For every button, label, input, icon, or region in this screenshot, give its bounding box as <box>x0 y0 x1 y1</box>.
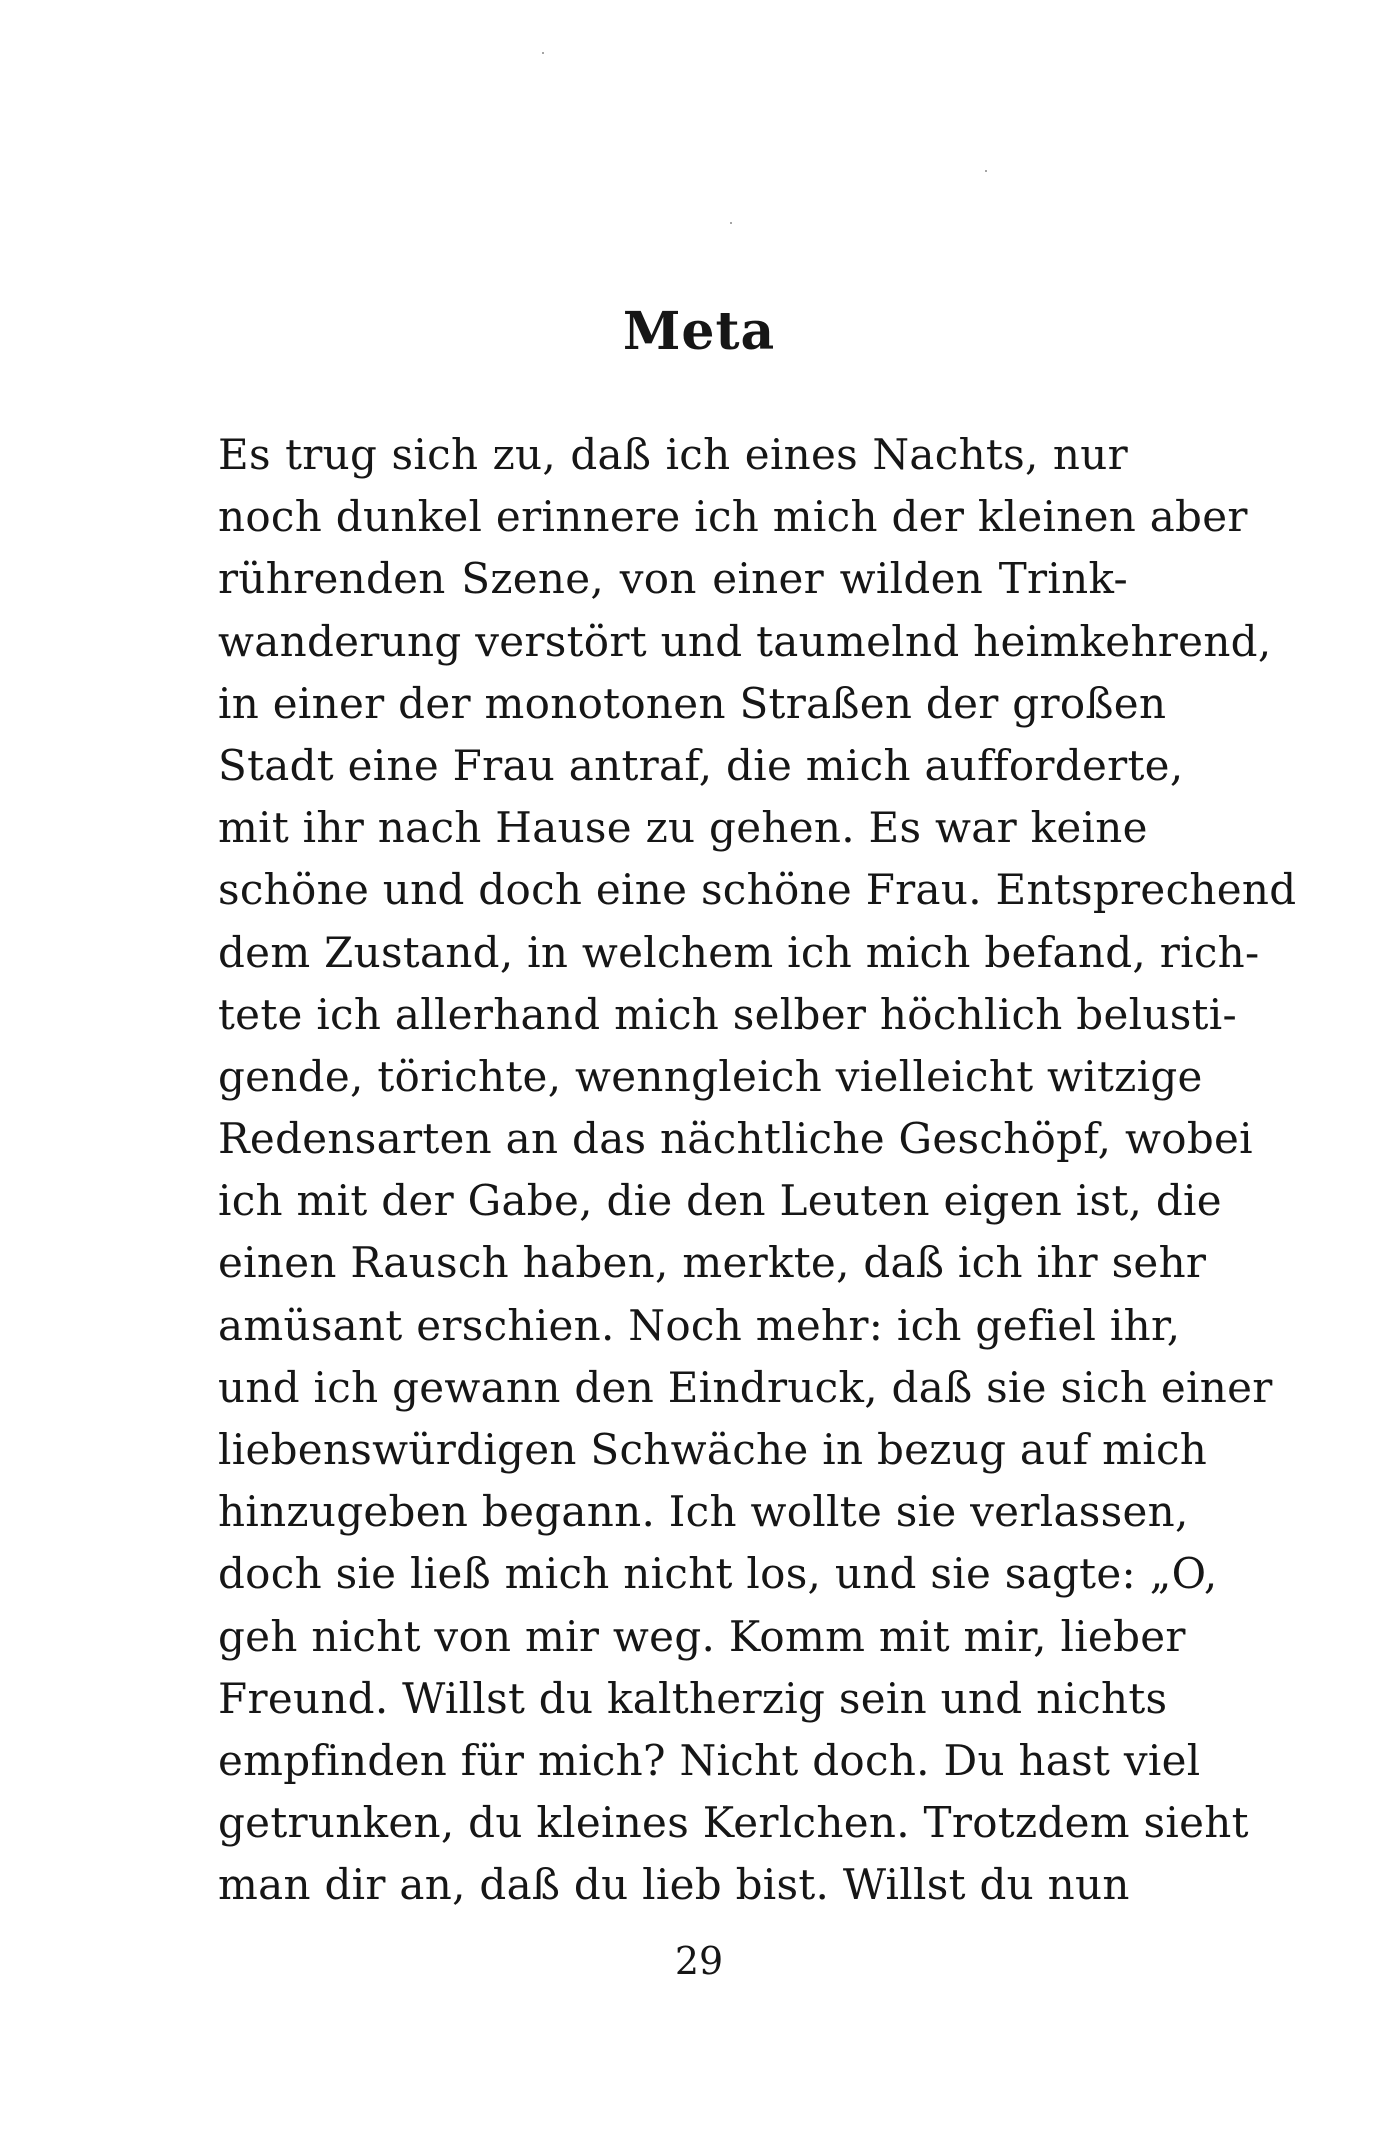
text-line: Stadt eine Frau antraf, die mich aufforderte, <box>218 740 1184 790</box>
text-line: einen Rausch haben, merkte, daß ich ihr sehr <box>218 1238 1207 1288</box>
text-line: und ich gewann den Eindruck, daß sie sich einer <box>218 1362 1273 1412</box>
text-line: dem Zustand, in welchem ich mich befand, rich- <box>218 927 1260 977</box>
text-line: wanderung verstört und taumelnd heimkehrend, <box>218 616 1272 666</box>
text-line: schöne und doch eine schöne Frau. Entsprechend <box>218 865 1297 915</box>
text-line: doch sie ließ mich nicht los, und sie sagte: „O, <box>218 1549 1218 1599</box>
text-line: Freund. Willst du kaltherzig sein und nichts <box>218 1673 1168 1723</box>
text-line: tete ich allerhand mich selber höchlich belusti- <box>218 989 1237 1039</box>
chapter-title: Meta <box>622 301 776 362</box>
text-line: getrunken, du kleines Kerlchen. Trotzdem sieht <box>218 1798 1249 1848</box>
text-line: man dir an, daß du lieb bist. Willst du nun <box>218 1860 1130 1910</box>
page-number: 29 <box>674 1939 724 1983</box>
text-line: noch dunkel erinnere ich mich der kleinen aber <box>218 492 1248 542</box>
text-line: liebenswürdigen Schwäche in bezug auf mich <box>218 1425 1208 1474</box>
text-line: geh nicht von mir weg. Komm mit mir, lieber <box>218 1611 1186 1661</box>
text-line: in einer der monotonen Straßen der großen <box>218 678 1167 728</box>
text-line: mit ihr nach Hause zu gehen. Es war keine <box>218 803 1148 853</box>
paper-speck <box>542 52 544 54</box>
text-line: ich mit der Gabe, die den Leuten eigen ist, die <box>218 1176 1222 1226</box>
paper-speck <box>730 222 732 224</box>
text-line: amüsant erschien. Noch mehr: ich gefiel ihr, <box>218 1300 1181 1350</box>
text-line: gende, törichte, wenngleich vielleicht witzige <box>218 1051 1203 1101</box>
text-line: hinzugeben begann. Ich wollte sie verlassen, <box>218 1487 1189 1537</box>
paper-speck <box>985 170 987 172</box>
text-line: rührenden Szene, von einer wilden Trink- <box>218 554 1128 604</box>
text-line: empfinden für mich? Nicht doch. Du hast viel <box>218 1735 1201 1785</box>
text-line: Redensarten an das nächtliche Geschöpf, wobei <box>218 1114 1253 1164</box>
body-text <box>218 424 1297 1917</box>
text-line: Es trug sich zu, daß ich eines Nachts, nur <box>218 430 1128 479</box>
